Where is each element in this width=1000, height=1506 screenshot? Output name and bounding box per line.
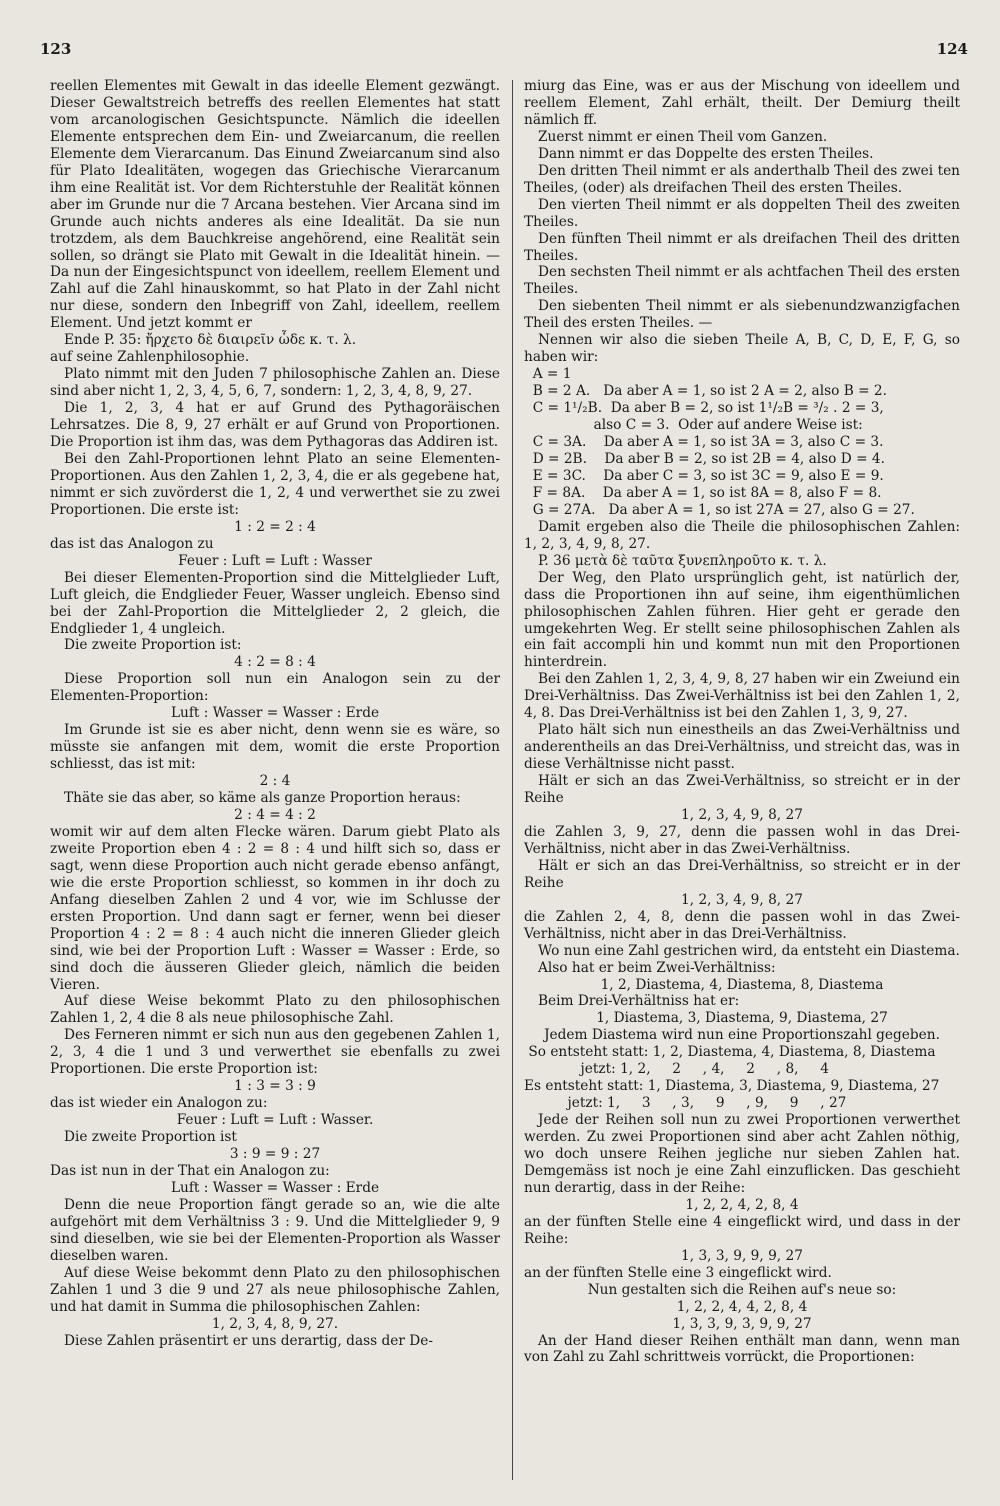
formula-line: 1 : 3 = 3 : 9 (234, 1078, 316, 1095)
formula-line: 1, 2, 3, 4, 8, 9, 27. (211, 1315, 339, 1332)
table-line: also C = 3. Oder auf andere Weise ist: (524, 417, 863, 434)
paragraph-continued: womit wir auf dem alten Flecke wären. Darum giebt Plato als zweite Proportion eben 4 : 2 = 8 : 4 und hilft sich so, dass er sagt, wenn diese Proportion auch nicht gerade ebenso anfängt, wie die erste Proportion schliesst, so kommen in ihr doch zu Anfang dieselben Zahlen 2 und 4 vor, wie im Schlusse der ersten Proportion. Und dann sagt er ferner, wenn bei dieser Proportion 4 : 2 = 8 : 4 auch nicht die inneren Glieder gleich sind, wie bei der Proportion Luft : Wasser = Wasser : Erde, so sind doch die äusseren Glieder gleich, nämlich die beiden Vieren. (50, 823, 500, 993)
formula-line: 1, 3, 3, 9, 9, 9, 27 (681, 1247, 803, 1264)
formula-line: 1, 2, 3, 4, 9, 8, 27 (681, 806, 803, 823)
paragraph: Die zweite Proportion ist (64, 1129, 237, 1146)
paragraph: Den sechsten Theil nimmt er als achtfachen Theil des ersten Theiles. (524, 264, 960, 298)
table-line: G = 27A. Da aber A = 1, so ist 27A = 27, also G = 27. (524, 501, 915, 518)
table-line: C = 1¹/₂B. Da aber B = 2, so ist 1¹/₂B = ³/₂ . 2 = 3, (524, 400, 884, 417)
paragraph: Der Weg, den Plato ursprünglich geht, ist natürlich der, dass die Proportionen ihn auf seine, ihm eigenthümlichen philosophischen Zahlen führen. Hier geht er gerade den umgekehrten Weg. Er stellt seine philosophischen Zahlen als ein fait accompli hin und kommt nun mit den Proportionen hinterdrein. (524, 569, 960, 671)
paragraph: Thäte sie das aber, so käme als ganze Proportion heraus: (64, 790, 461, 807)
paragraph: Hält er sich an das Drei-Verhältniss, so streicht er in der Reihe (524, 857, 960, 891)
page-number-left: 123 (40, 40, 72, 58)
paragraph: Beim Drei-Verhältniss hat er: (538, 993, 740, 1010)
right-column (524, 78, 960, 1366)
paragraph-continued: das ist wieder ein Analogon zu: (50, 1095, 268, 1112)
paragraph-continued: Das ist nun in der That ein Analogon zu: (50, 1163, 330, 1179)
paragraph: Plato hält sich nun einestheils an das Zwei-Verhältniss und anderentheils an das Drei-Verhältniss, und streicht das, was in diese Verhältnisse nicht passt. (524, 722, 960, 773)
table-line: So entsteht statt: 1, 2, Diastema, 4, Diastema, 8, Diastema (524, 1044, 936, 1061)
paragraph: Auf diese Weise bekommt denn Plato zu den philosophischen Zahlen 1 und 3 die 9 und 27 als neue philosophische Zahlen, und hat damit in Summa die philosophischen Zahlen: (50, 1264, 500, 1315)
formula-line: 1, 2, 3, 4, 9, 8, 27 (681, 891, 803, 908)
paragraph: Ende P. 35: ἤρχετο δὲ διαιρεῖν ὧδε κ. τ. λ. (64, 332, 357, 349)
formula-line: 1, 2, Diastema, 4, Diastema, 8, Diastema (600, 976, 884, 993)
table-line: C = 3A. Da aber A = 1, so ist 3A = 3, also C = 3. (524, 434, 884, 451)
formula-line: Luft : Wasser = Wasser : Erde (170, 705, 380, 722)
table-line: F = 8A. Da aber A = 1, so ist 8A = 8, also F = 8. (524, 484, 882, 501)
paragraph: Also hat er beim Zwei-Verhältniss: (538, 959, 776, 976)
paragraph: Jede der Reihen soll nun zu zwei Proportionen verwerthet werden. Zu zwei Proportionen sind aber acht Zahlen nöthig, wo doch unsere Reihen jegliche nur sieben Zahlen hat. Demgemäss ist noch je eine Zahl einzuflicken. Das geschieht nun derartig, dass in der Reihe: (524, 1112, 960, 1196)
formula-line: 1, Diastema, 3, Diastema, 9, Diastema, 27 (596, 1010, 888, 1027)
paragraph: Bei dieser Elementen-Proportion sind die Mittelglieder Luft, Luft gleich, die Endglieder Feuer, Wasser ungleich. Ebenso sind bei der Zahl-Proportion die Mittelglieder 2, 2 gleich, die Endglieder 1, 4 ungleich. (50, 569, 500, 637)
paragraph: Diese Zahlen präsentirt er uns derartig, dass der De- (64, 1332, 433, 1349)
table-line: E = 3C. Da aber C = 3, so ist 3C = 9, also E = 9. (524, 467, 884, 484)
table-line: jetzt: 1, 3 , 3, 9 , 9, 9 , 27 (524, 1095, 847, 1112)
paragraph: Wo nun eine Zahl gestrichen wird, da entsteht ein Diastema. (538, 942, 960, 959)
paragraph: Nennen wir also die sieben Theile A, B, C, D, E, F, G, so haben wir: (524, 332, 960, 366)
table-line: A = 1 (524, 366, 572, 383)
formula-line: Nun gestalten sich die Reihen auf's neue so: (587, 1281, 897, 1298)
paragraph: Dann nimmt er das Doppelte des ersten Theiles. (538, 145, 874, 162)
paragraph: Bei den Zahlen 1, 2, 3, 4, 9, 8, 27 haben wir ein Zweiund ein Drei-Verhältniss. Das Zwei-Verhältniss ist bei den Zahlen 1, 2, 4, 8. Das Drei-Verhältniss ist bei den Zahlen 1, 3, 9, 27. (524, 671, 960, 722)
table-line: jetzt: 1, 2, 2 , 4, 2 , 8, 4 (524, 1061, 829, 1078)
paragraph: Den fünften Theil nimmt er als dreifachen Theil des dritten Theiles. (524, 230, 960, 264)
formula-line: Feuer : Luft = Luft : Wasser (178, 552, 372, 569)
table-line: Es entsteht statt: 1, Diastema, 3, Diastema, 9, Diastema, 27 (524, 1078, 940, 1095)
paragraph: Die 1, 2, 3, 4 hat er auf Grund des Pythagoräischen Lehrsatzes. Die 8, 9, 27 erhält er auf Grund von Proportionen. Die Proportion ist ihm das, was dem Pythagoras das Addiren ist. (50, 400, 500, 451)
paragraph-continued: die Zahlen 3, 9, 27, denn die passen wohl in das Drei-Verhältniss, nicht aber in das Zwei-Verhältniss. (524, 823, 960, 857)
paragraph: P. 36 μετὰ δὲ ταῦτα ξυνεπληροῦτο κ. τ. λ. (538, 552, 827, 569)
paragraph: Auf diese Weise bekommt Plato zu den philosophischen Zahlen 1, 2, 4 die 8 als neue philosophische Zahl. (50, 993, 500, 1027)
paragraph: Im Grunde ist sie es aber nicht, denn wenn sie es wäre, so müsste sie anfangen mit dem, womit die erste Proportion schliesst, das ist mit: (50, 722, 500, 773)
paragraph-continued: an der fünften Stelle eine 4 eingeflickt wird, und dass in der Reihe: (524, 1213, 960, 1247)
paragraph-continued: das ist das Analogon zu (50, 535, 214, 552)
paragraph-continued: auf seine Zahlenphilosophie. (50, 349, 250, 366)
formula-line: Luft : Wasser = Wasser : Erde (170, 1179, 380, 1196)
formula-line: 2 : 4 = 4 : 2 (234, 806, 316, 823)
formula-line: 1, 3, 3, 9, 3, 9, 9, 27 (672, 1315, 812, 1332)
paragraph: Diese Proportion soll nun ein Analogon sein zu der Elementen-Proportion: (50, 671, 500, 705)
paragraph: Des Ferneren nimmt er sich nun aus den gegebenen Zahlen 1, 2, 3, 4 die 1 und 3 und verwerthet sie ebenfalls zu zwei Proportionen. Die erste Proportion ist: (50, 1027, 500, 1078)
paragraph: Plato nimmt mit den Juden 7 philosophische Zahlen an. Diese sind aber nicht 1, 2, 3, 4, 5, 6, 7, sondern: 1, 2, 3, 4, 8, 9, 27. (50, 366, 500, 400)
paragraph: Bei den Zahl-Proportionen lehnt Plato an seine Elementen-Proportionen. Aus den Zahlen 1, 2, 3, 4, die er als gegebene hat, nimmt er sich zuvörderst die 1, 2, 4 und verwerthet sie zu zwei Proportionen. Die erste ist: (50, 450, 500, 518)
formula-line: 3 : 9 = 9 : 27 (229, 1146, 321, 1163)
table-line: B = 2 A. Da aber A = 1, so ist 2 A = 2, also B = 2. (524, 383, 887, 400)
formula-line: 1, 2, 2, 4, 4, 2, 8, 4 (676, 1298, 808, 1315)
table-line: D = 2B. Da aber B = 2, so ist 2B = 4, also D = 4. (524, 450, 885, 467)
paragraph: Zuerst nimmt er einen Theil vom Ganzen. (538, 128, 828, 145)
formula-line: Feuer : Luft = Luft : Wasser. (176, 1112, 374, 1129)
paragraph: An der Hand dieser Reihen enthält man dann, wenn man von Zahl zu Zahl schrittweis vorrückt, die Proportionen: (524, 1332, 960, 1366)
paragraph: Den dritten Theil nimmt er als anderthalb Theil des zwei ten Theiles, (oder) als dreifachen Theil des ersten Theiles. (524, 162, 960, 196)
paragraph: Den siebenten Theil nimmt er als siebenundzwanzigfachen Theil des ersten Theiles. — (524, 298, 960, 332)
page-number-right: 124 (936, 40, 968, 58)
paragraph: Damit ergeben also die Theile die philosophischen Zahlen: 1, 2, 3, 4, 9, 8, 27. (524, 518, 960, 552)
formula-line: 1 : 2 = 2 : 4 (234, 518, 316, 535)
formula-line: Jedem Diastema wird nun eine Proportionszahl gegeben. (544, 1027, 940, 1044)
formula-line: 2 : 4 (259, 773, 291, 790)
left-column (50, 78, 500, 1349)
paragraph-continued: die Zahlen 2, 4, 8, denn die passen wohl in das Zwei-Verhältniss, nicht aber in das Drei-Verhältniss. (524, 908, 960, 942)
column-divider (512, 80, 513, 1480)
paragraph: Den vierten Theil nimmt er als doppelten Theil des zweiten Theiles. (524, 196, 960, 230)
paragraph: Die zweite Proportion ist: (64, 637, 242, 654)
paragraph: Denn die neue Proportion fängt gerade so an, wie die alte aufgehört mit dem Verhältniss 3 : 9. Und die Mittelglieder 9, 9 sind dieselben, wie sie bei der Elementen-Proportion als Wasser dieselben waren. (50, 1196, 500, 1264)
paragraph-continued: miurg das Eine, was er aus der Mischung von ideellem und reellem Element, Zahl erhält, theilt. Der Demiurg theilt nämlich ff. (524, 78, 960, 128)
formula-line: 1, 2, 2, 4, 2, 8, 4 (685, 1196, 799, 1213)
paragraph-continued: reellen Elementes mit Gewalt in das ideelle Element gezwängt. Dieser Gewaltstreich betreffs des reellen Elementes hat statt vom arcanologischen Gesichtspuncte. Nämlich die ideellen Elemente entsprechen dem Ein- und Zweiarcanum, die reellen Elemente dem Vierarcanum. Das Einund Zweiarcanum sind also für Plato Idealitäten, wogegen das Griechische Vierarcanum ihm eine Realität ist. Vor dem Richterstuhle der Realität können aber im Grunde nur die 7 Arcana bestehen. Vier Arcana sind im Grunde auch nichts anderes als eine Idealität. Da sie nun trotzdem, als dem Bauchkreise angehörend, eine Realität sein sollen, so drängt sie Plato mit Gewalt in die Idealität hinein. — Da nun der Eingesichtspunct von ideellem, reellem Element und Zahl auf die Zahl hinauskommt, so hat Plato in der Zahl nicht nur diese, sondern den Inbegriff von Zahl, ideellem, reellem Element. Und jetzt kommt er (50, 78, 500, 332)
paragraph-continued: an der fünften Stelle eine 3 eingeflickt wird. (524, 1264, 832, 1281)
paragraph: Hält er sich an das Zwei-Verhältniss, so streicht er in der Reihe (524, 773, 960, 807)
formula-line: 4 : 2 = 8 : 4 (234, 654, 316, 671)
